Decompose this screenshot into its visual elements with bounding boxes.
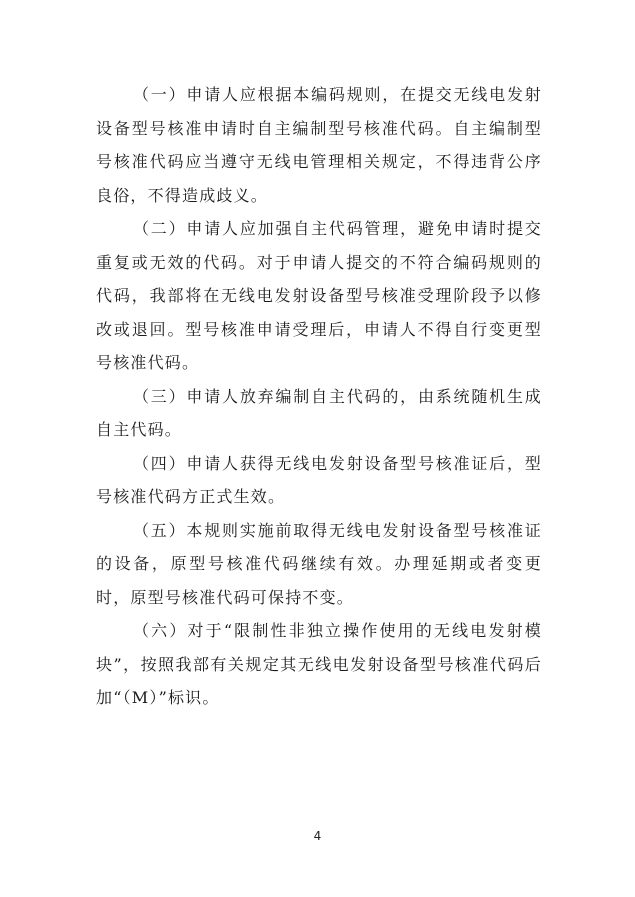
- paragraph-6: （六）对于“限制性非独立操作使用的无线电发射模块”，按照我部有关规定其无线电发射设备型号核准代码后加“（M）”标识。: [96, 621, 542, 707]
- paragraph-5: （五）本规则实施前取得无线电发射设备型号核准证的设备，原型号核准代码继续有效。办理延期或者变更时，原型号核准代码可保持不变。: [96, 520, 542, 607]
- paragraph-1: （一）申请人应根据本编码规则，在提交无线电发射设备型号核准申请时自主编制型号核准代码。自主编制型号核准代码应当遵守无线电管理相关规定，不得违背公序良俗，不得造成歧义。: [96, 85, 542, 205]
- page-number: 4: [313, 829, 322, 843]
- document-body: [96, 78, 542, 715]
- paragraph-3: （三）申请人放弃编制自主代码的，由系统随机生成自主代码。: [96, 386, 542, 439]
- paragraph-2: （二）申请人应加强自主代码管理，避免申请时提交重复或无效的代码。对于申请人提交的不符合编码规则的代码，我部将在无线电发射设备型号核准受理阶段予以修改或退回。型号核准申请受理后，申请人不得自行变更型号核准代码。: [96, 219, 542, 372]
- paragraph-4: （四）申请人获得无线电发射设备型号核准证后，型号核准代码方正式生效。: [96, 453, 542, 506]
